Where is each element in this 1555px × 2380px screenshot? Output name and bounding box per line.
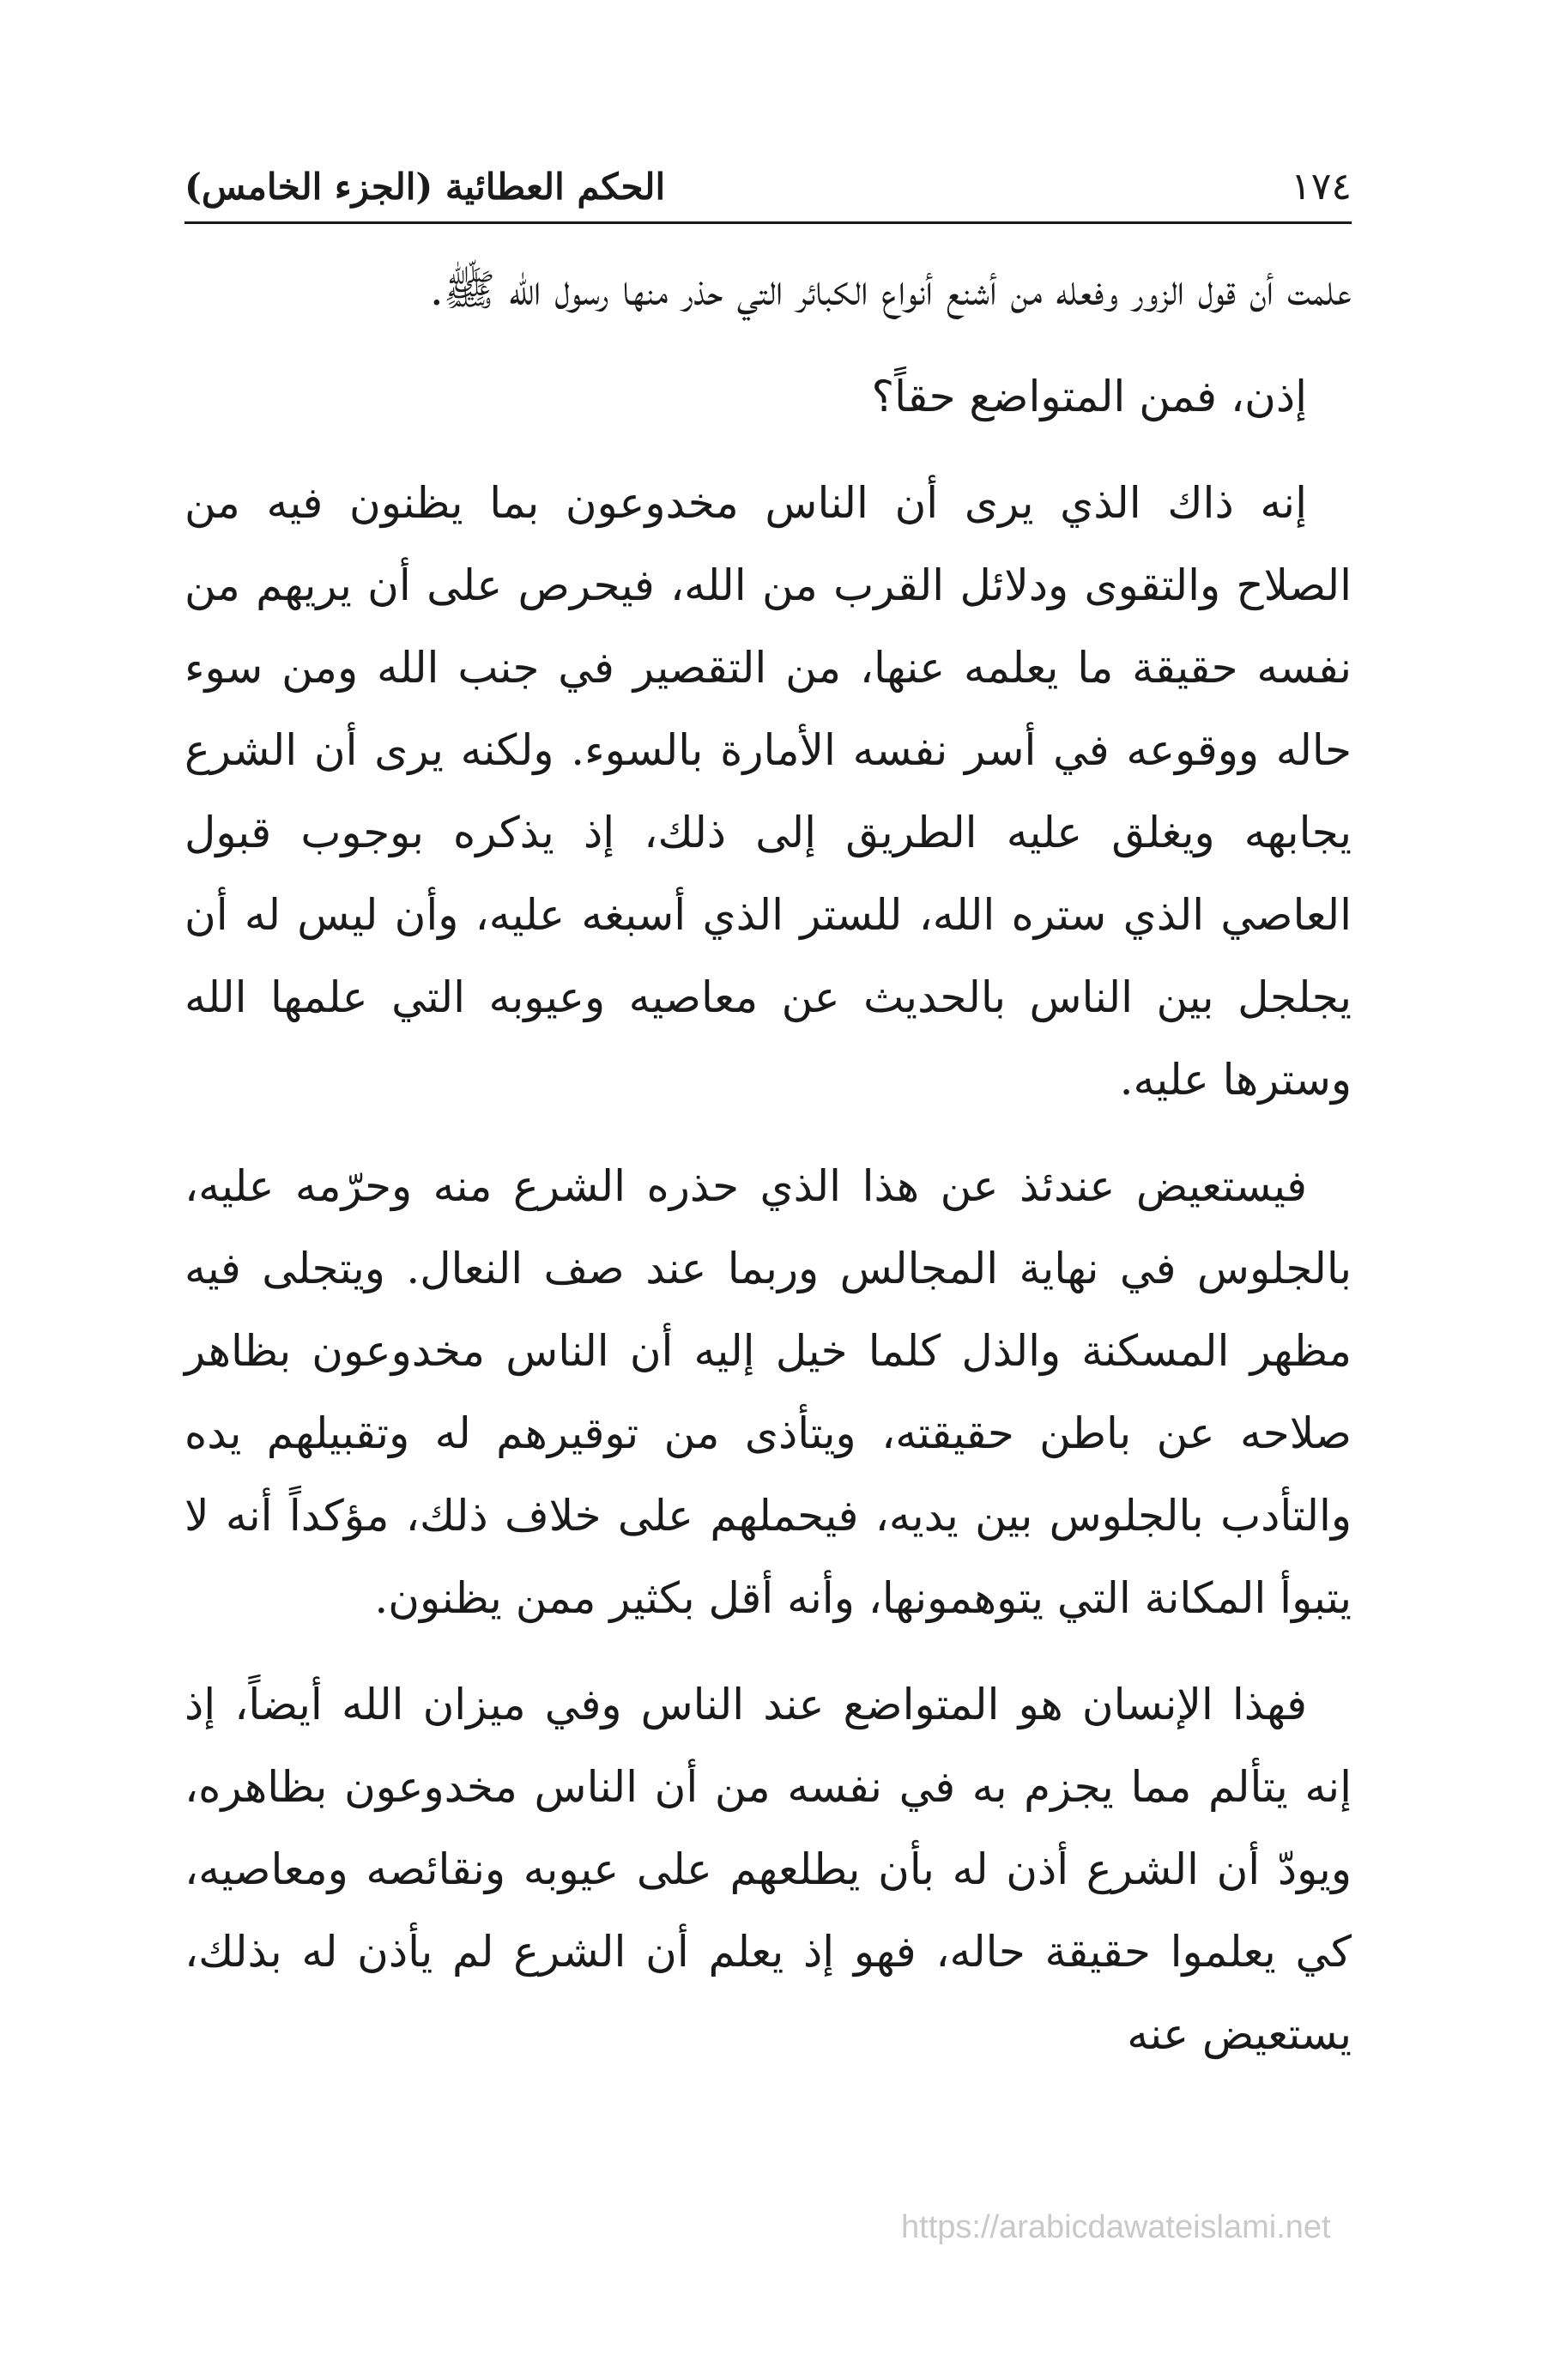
- paragraph-5: فهذا الإنسان هو المتواضع عند الناس وفي ميزان الله أيضاً، إذ إنه يتألم مما يجزم به في نفسه من أن الناس مخدوعون بظاهره، ويودّ أن الشرع أذن له بأن يطلعهم على عيوبه ونقائصه ومعاصيه، كي يعلموا حقيقة حاله، فهو إذ يعلم أن الشرع لم يأذن له بذلك، يستعيض عنه: [185, 1680, 1352, 2059]
- paragraph-1: علمت أن قول الزور وفعله من أشنع أنواع الكبائر التي حذر منها رسول الله ﷺ.: [429, 265, 1352, 315]
- page-header: [185, 154, 1352, 224]
- body-text: [185, 249, 1352, 2099]
- paragraph-2: إذن، فمن المتواضع حقاً؟: [871, 372, 1307, 421]
- paragraph-4: فيستعيض عندئذ عن هذا الذي حذره الشرع منه وحرّمه عليه، بالجلوس في نهاية المجالس وربما عند صف النعال. ويتجلى فيه مظهر المسكنة والذل كلما خيل إليه أن الناس مخدوعون بظاهر صلاحه عن باطن حقيقته، ويتأذى من توقيرهم له وتقبيلهم يده والتأدب بالجلوس بين يديه، فيحملهم على خلاف ذلك، مؤكداً أنه لا يتبوأ المكانة التي يتوهمونها، وأنه أقل بكثير ممن يظنون.: [185, 1161, 1352, 1623]
- paragraph-3: إنه ذاك الذي يرى أن الناس مخدوعون بما يظنون فيه من الصلاح والتقوى ودلائل القرب من الله، فيحرص على أن يريهم من نفسه حقيقة ما يعلمه عنها، من التقصير في جنب الله ومن سوء حاله ووقوعه في أسر نفسه الأمارة بالسوء. ولكنه يرى أن الشرع يجابهه ويغلق عليه الطريق إلى ذلك، إذ يذكره بوجوب قبول العاصي الذي ستره الله، للستر الذي أسبغه عليه، وأن ليس له أن يجلجل بين الناس بالحديث عن معاصيه وعيوبه التي علمها الله وسترها عليه.: [185, 478, 1352, 1105]
- running-title: الحكم العطائية (الجزء الخامس): [185, 166, 666, 208]
- page-number: ١٧٤: [1291, 165, 1352, 209]
- watermark-url: https://arabicdawateislami.net: [901, 2209, 1331, 2245]
